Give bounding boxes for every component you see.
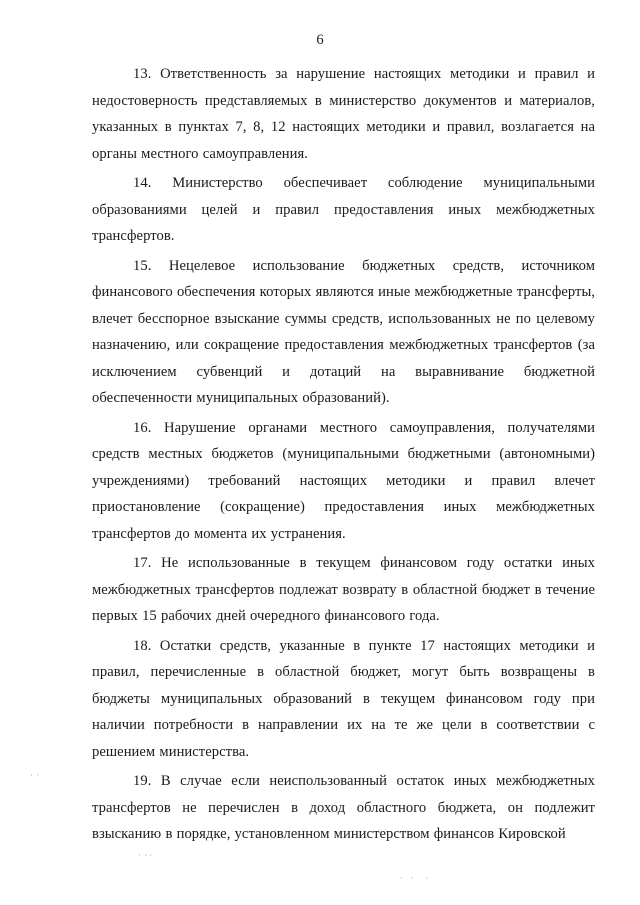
scan-speck: · · [30,771,40,780]
paragraph-18: 18. Остатки средств, указанные в пункте 17 настоящих методики и правил, перечисленные в областной бюджет, могут быть возвращены в бюджеты муниципальных образований в текущем финансовом году при наличии потребности в направлении их на те же цели в соответствии с решением министерства. [92,637,595,760]
document-body [92,61,595,851]
paragraph-16: 16. Нарушение органами местного самоуправления, получателями средств местных бюджетов (муниципальными бюджетными (автономными) учреждениями) требований настоящих методики и правил влечет приостановление (сокращение) предоставления иных межбюджетных трансфертов до момента их устранения. [92,419,595,542]
scan-speck: · · · [138,851,152,860]
paragraph-15: 15. Нецелевое использование бюджетных средств, источником финансового обеспечения которых являются иные межбюджетные трансферты, влечет бесспорное взыскание суммы средств, использованных не по целевому назначению, или сокращение предоставления межбюджетных трансфертов (за исключением субвенций и дотаций на выравнивание бюджетной обеспеченности муниципальных образований). [92,257,595,406]
scan-speck: · · · [400,874,428,883]
page-number: 6 [316,32,324,48]
paragraph-17: 17. Не использованные в текущем финансовом году остатки иных межбюджетных трансфертов подлежат возврату в областной бюджет в течение первых 15 рабочих дней очередного финансового года. [92,555,595,624]
paragraph-13: 13. Ответственность за нарушение настоящих методики и правил и недостоверность представляемых в министерство документов и материалов, указанных в пунктах 7, 8, 12 настоящих методики и правил, возлагается на органы местного самоуправления. [92,66,595,162]
paragraph-14: 14. Министерство обеспечивает соблюдение муниципальными образованиями целей и правил предоставления иных межбюджетных трансфертов. [92,175,595,244]
paragraph-19: 19. В случае если неиспользованный остаток иных межбюджетных трансфертов не перечислен в доход областного бюджета, он подлежит взысканию в порядке, установленном министерством финансов Кировской [92,773,595,842]
